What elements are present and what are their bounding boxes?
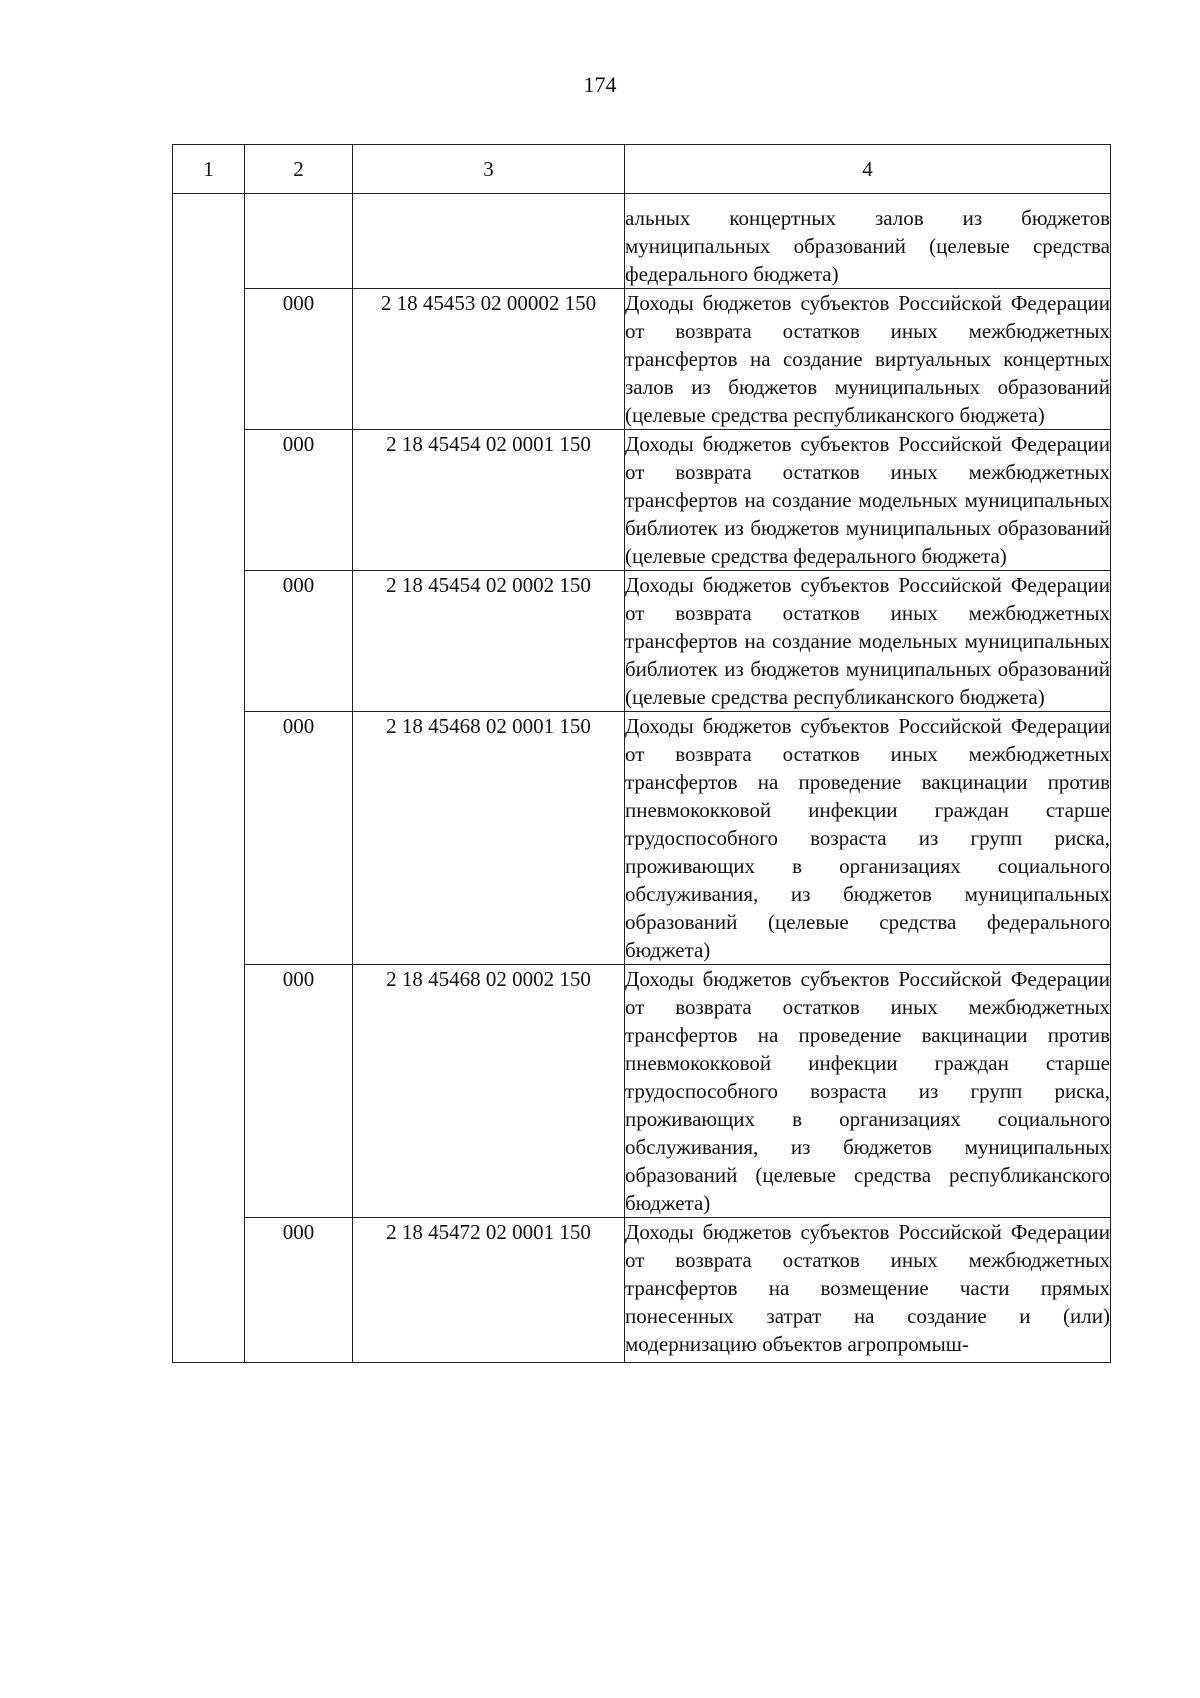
table-header-row [173, 145, 1111, 194]
description-cell: Доходы бюджетов субъектов Российской Федерации от возврата остатков иных межбюджетных трансфертов на проведение вакцинации против пневмококковой инфекции граждан старше трудоспособного возраста из групп риска, проживающих в организациях социального обслуживания, из бюджетов муниципальных образований (целевые средства федерального бюджета) [625, 712, 1111, 965]
description-cell: Доходы бюджетов субъектов Российской Федерации от возврата остатков иных межбюджетных трансфертов на возмещение части прямых понесенных затрат на создание и (или) модернизацию объектов агропромыш- [625, 1218, 1111, 1363]
column-header-2: 2 [245, 145, 353, 194]
description-cell: Доходы бюджетов субъектов Российской Федерации от возврата остатков иных межбюджетных трансфертов на создание модельных муниципальных библиотек из бюджетов муниципальных образований (целевые средства федерального бюджета) [625, 430, 1111, 571]
table-row [173, 571, 1111, 712]
page-number: 174 [583, 72, 617, 97]
income-code-cell [353, 194, 625, 289]
budget-classification-table [172, 144, 1111, 1363]
income-code-cell: 2 18 45454 02 0002 150 [353, 571, 625, 712]
admin-code-cell: 000 [245, 430, 353, 571]
description-cell: альных концертных залов из бюджетов муниципальных образований (целевые средства федерального бюджета) [625, 194, 1111, 289]
column-header-3: 3 [353, 145, 625, 194]
admin-code-cell: 000 [245, 712, 353, 965]
income-code-cell: 2 18 45472 02 0001 150 [353, 1218, 625, 1363]
table-row [173, 965, 1111, 1218]
table-row [173, 430, 1111, 571]
income-code-cell: 2 18 45468 02 0001 150 [353, 712, 625, 965]
income-code-cell: 2 18 45468 02 0002 150 [353, 965, 625, 1218]
admin-code-cell: 000 [245, 289, 353, 430]
income-code-cell: 2 18 45454 02 0001 150 [353, 430, 625, 571]
admin-code-cell [245, 194, 353, 289]
column-header-1: 1 [173, 145, 245, 194]
income-code-cell: 2 18 45453 02 00002 150 [353, 289, 625, 430]
table-row [173, 289, 1111, 430]
table-row [173, 712, 1111, 965]
table-row [173, 194, 1111, 289]
admin-code-cell: 000 [245, 1218, 353, 1363]
column-header-4: 4 [625, 145, 1111, 194]
admin-code-cell: 000 [245, 965, 353, 1218]
description-cell: Доходы бюджетов субъектов Российской Федерации от возврата остатков иных межбюджетных трансфертов на создание виртуальных концертных залов из бюджетов муниципальных образований (целевые средства республиканского бюджета) [625, 289, 1111, 430]
table-row [173, 1218, 1111, 1363]
description-cell: Доходы бюджетов субъектов Российской Федерации от возврата остатков иных межбюджетных трансфертов на проведение вакцинации против пневмококковой инфекции граждан старше трудоспособного возраста из групп риска, проживающих в организациях социального обслуживания, из бюджетов муниципальных образований (целевые средства республиканского бюджета) [625, 965, 1111, 1218]
admin-code-cell: 000 [245, 571, 353, 712]
description-cell: Доходы бюджетов субъектов Российской Федерации от возврата остатков иных межбюджетных трансфертов на создание модельных муниципальных библиотек из бюджетов муниципальных образований (целевые средства республиканского бюджета) [625, 571, 1111, 712]
empty-column-cell [173, 194, 245, 1363]
